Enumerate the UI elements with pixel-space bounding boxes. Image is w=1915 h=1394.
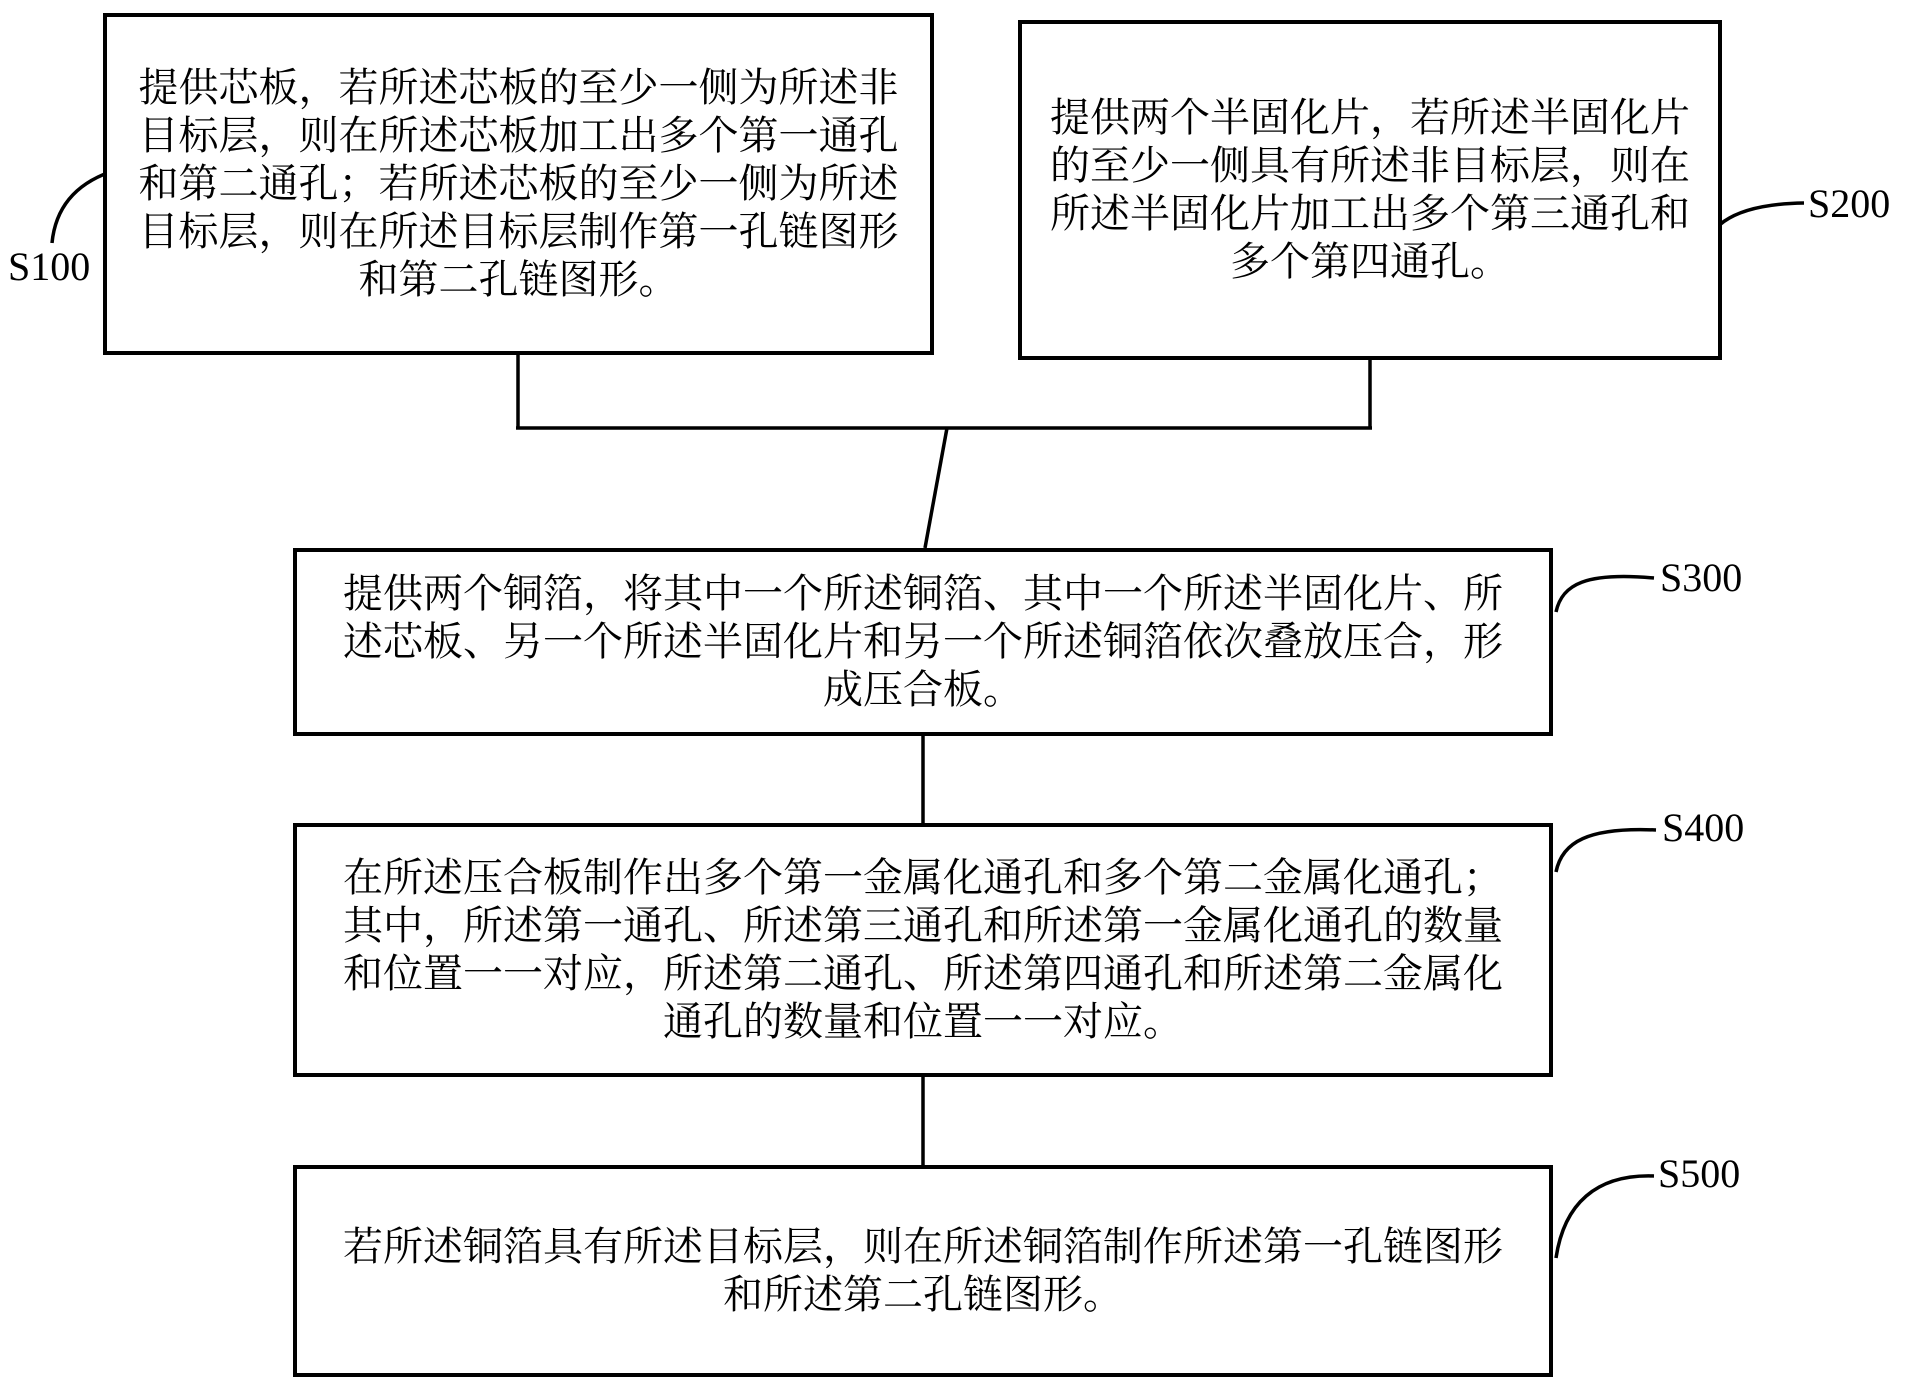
leader-line-s500 xyxy=(1556,1176,1654,1258)
step-label-s300: S300 xyxy=(1660,555,1743,600)
step-box-s400 xyxy=(293,823,1553,1077)
leader-line-s400 xyxy=(1556,830,1656,872)
step-label-s200: S200 xyxy=(1808,181,1891,226)
step-text-s100: 提供芯板，若所述芯板的至少一侧为所述非 目标层，则在所述芯板加工出多个第一通孔 和第二通孔；若所述芯板的至少一侧为所述 目标层，则在所述目标层制作第一孔链图形 和第二孔链图形。 xyxy=(138,65,899,302)
step-text-s500: 若所述铜箔具有所述目标层，则在所述铜箔制作所述第一孔链图形 和所述第二孔链图形。 xyxy=(343,1224,1503,1317)
leader-line-s300 xyxy=(1556,576,1654,612)
step-box-s200 xyxy=(1018,20,1722,360)
step-box-s300 xyxy=(293,548,1553,736)
step-box-s100 xyxy=(103,13,934,355)
step-label-s500: S500 xyxy=(1658,1151,1741,1196)
step-text-s300: 提供两个铜箔，将其中一个所述铜箔、其中一个所述半固化片、所 述芯板、另一个所述半固化片和另一个所述铜箔依次叠放压合，形 成压合板。 xyxy=(343,571,1503,712)
step-label-s400: S400 xyxy=(1662,805,1745,850)
step-box-s500 xyxy=(293,1165,1553,1377)
leader-line-s100 xyxy=(52,172,110,243)
step-text-s400: 在所述压合板制作出多个第一金属化通孔和多个第二金属化通孔； 其中，所述第一通孔、所述第三通孔和所述第一金属化通孔的数量 和位置一一对应，所述第二通孔、所述第四通孔和所述第二金属化 通孔的数量和位置一一对应。 xyxy=(343,855,1503,1044)
step-label-s100: S100 xyxy=(8,244,91,289)
connector-bus-to-s300 xyxy=(925,428,947,548)
step-text-s200: 提供两个半固化片，若所述半固化片 的至少一侧具有所述非目标层，则在 所述半固化片加工出多个第三通孔和 多个第四通孔。 xyxy=(1050,95,1690,284)
